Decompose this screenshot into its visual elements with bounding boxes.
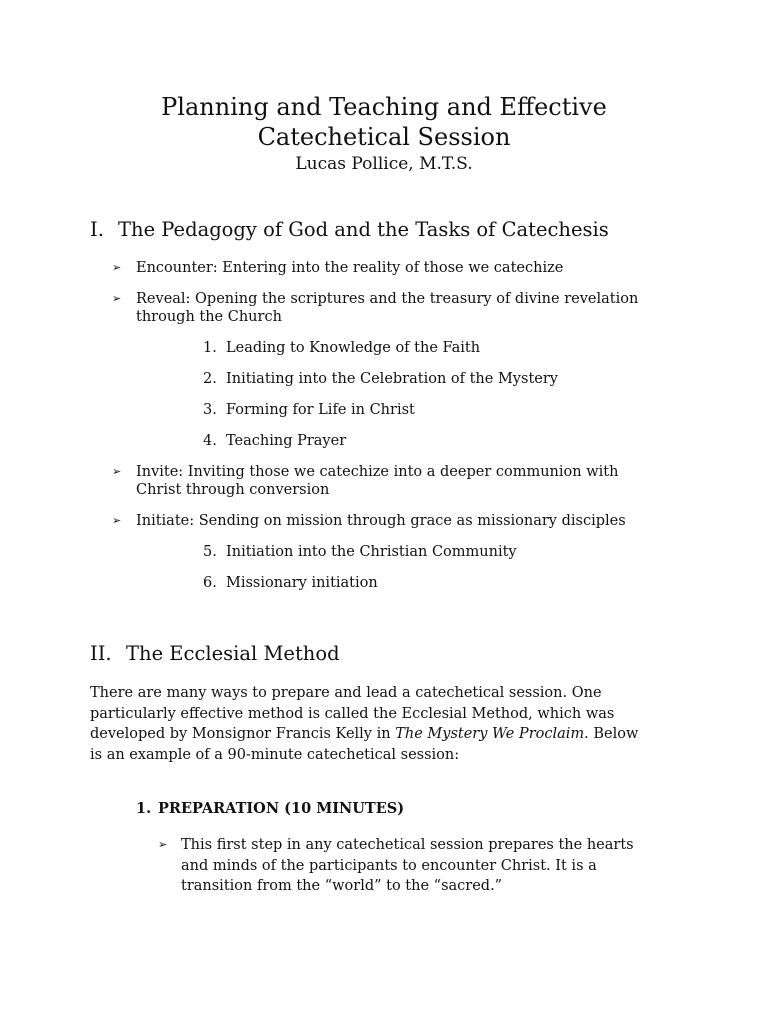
bullet-text: Invite: Inviting those we catechize into a deeper communion with Christ through conversion [136,464,619,498]
intro-paragraph [90,683,680,766]
paragraph-line: particularly effective method is called the Ecclesial Method, which was [90,705,615,722]
paragraph-line [90,724,680,745]
step-label: PREPARATION (10 MINUTES) [158,800,405,817]
section-1-title: The Pedagogy of God and the Tasks of Catechesis [118,218,609,241]
book-title: The Mystery We Proclaim [395,726,585,743]
title-line-1: Planning and Teaching and Effective [161,93,607,121]
bullet-line: This first step in any catechetical session prepares the hearts [181,837,634,853]
list-number: 4. [203,433,217,449]
paragraph-line: is an example of a 90-minute catechetical session: [90,747,460,764]
paragraph-text: . Below [584,726,639,743]
step-1-heading [136,800,404,818]
list-item [203,574,378,592]
list-text: Forming for Life in Christ [226,402,415,418]
bullet-initiate [112,512,672,530]
step-number: 1. [136,800,152,817]
list-item [203,432,346,450]
list-item [203,543,517,561]
list-number: 5. [203,544,217,560]
paragraph-text: developed by Monsignor Francis Kelly in [90,726,396,743]
section-1-heading [90,218,609,242]
list-text: Initiation into the Christian Community [226,544,517,560]
section-1-number: I. [90,218,104,241]
arrow-bullet-icon: ➢ [158,838,168,851]
step-1-bullet [158,835,678,897]
list-number: 1. [203,340,217,356]
title-line-2: Catechetical Session [257,123,511,151]
bullet-line: and minds of the participants to encounter Christ. It is a [181,857,597,874]
document-title [0,92,768,152]
list-text: Leading to Knowledge of the Faith [226,340,481,356]
bullet-reveal [112,290,672,326]
bullet-line: transition from the “world” to the “sacred.” [181,878,503,895]
bullet-invite [112,463,657,499]
section-2-title: The Ecclesial Method [126,642,340,665]
bullet-text: Reveal: Opening the scriptures and the treasury of divine revelation through the Church [136,291,639,325]
arrow-bullet-icon: ➢ [112,514,122,527]
arrow-bullet-icon: ➢ [112,465,122,478]
list-item [203,370,558,388]
bullet-text: Encounter: Entering into the reality of those we catechize [136,260,564,276]
bullet-text: Initiate: Sending on mission through grace as missionary disciples [136,513,626,529]
list-text: Missionary initiation [226,575,378,591]
bullet-encounter [112,259,672,277]
arrow-bullet-icon: ➢ [112,292,122,305]
section-2-number: II. [90,642,112,665]
paragraph-line: There are many ways to prepare and lead a catechetical session. One [90,685,602,701]
author-name: Lucas Pollice, M.T.S. [295,154,473,174]
list-text: Teaching Prayer [226,433,347,449]
list-item [203,401,415,419]
list-number: 6. [203,575,217,591]
arrow-bullet-icon: ➢ [112,261,122,274]
list-item [203,339,480,357]
list-number: 3. [203,402,217,418]
list-text: Initiating into the Celebration of the Mystery [226,371,558,387]
list-number: 2. [203,371,217,387]
section-2-heading [90,642,340,666]
